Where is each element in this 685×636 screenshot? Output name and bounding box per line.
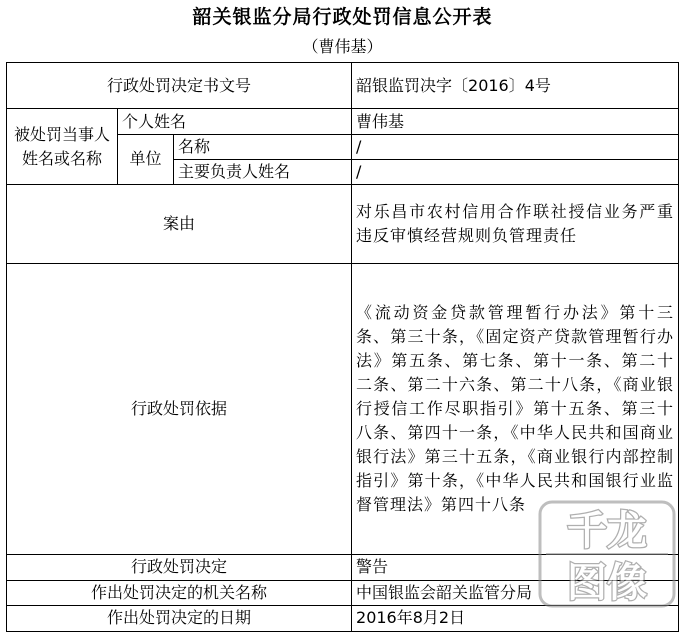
individual-name-label: 个人姓名 (118, 109, 352, 134)
table-row (7, 185, 679, 264)
table-row (7, 109, 679, 134)
date-label: 作出处罚决定的日期 (7, 605, 352, 631)
watermark-line2: 图像 (567, 560, 647, 606)
authority-label: 作出处罚决定的机关名称 (7, 580, 352, 605)
cause-label: 案由 (7, 185, 352, 264)
table-row (7, 63, 679, 109)
decision-value: 警告 (352, 555, 679, 580)
doc-no-value: 韶银监罚决字〔2016〕4号 (352, 63, 679, 109)
authority-value: 中国银监会韶关监管分局 (352, 580, 679, 605)
cause-value: 对乐昌市农村信用合作联社授信业务严重违反审慎经营规则负管理责任 (352, 185, 679, 264)
unit-name-label: 名称 (174, 134, 352, 159)
decision-label: 行政处罚决定 (7, 555, 352, 580)
party-label: 被处罚当事人姓名或名称 (7, 109, 118, 185)
unit-name-value: / (352, 134, 679, 159)
date-value: 2016年8月2日 (352, 605, 679, 631)
unit-head-label: 主要负责人姓名 (174, 159, 352, 184)
table-row (7, 605, 679, 631)
individual-name-value: 曹伟基 (352, 109, 679, 134)
basis-label: 行政处罚依据 (7, 263, 352, 555)
watermark-logo (538, 500, 676, 608)
watermark-line1: 千龙 (567, 508, 647, 554)
basis-value: 《流动资金贷款管理暂行办法》第十三条、第三十条，《固定资产贷款管理暂行办法》第五条、第七条、第十一条、第二十二条、第二十六条、第二十八条，《商业银行授信工作尽职指引》第十五条、第三十八条、第四十一条，《中华人民共和国商业银行法》第三十五条，《商业银行内部控制指引》第十条，《中华人民共和国银行业监督管理法》第四十八条 (352, 263, 679, 555)
doc-no-label: 行政处罚决定书文号 (7, 63, 352, 109)
unit-label: 单位 (118, 134, 174, 184)
page-subtitle: （曹伟基） (302, 37, 383, 56)
unit-head-value: / (352, 159, 679, 184)
page-title: 韶关银监分局行政处罚信息公开表 (192, 6, 493, 28)
